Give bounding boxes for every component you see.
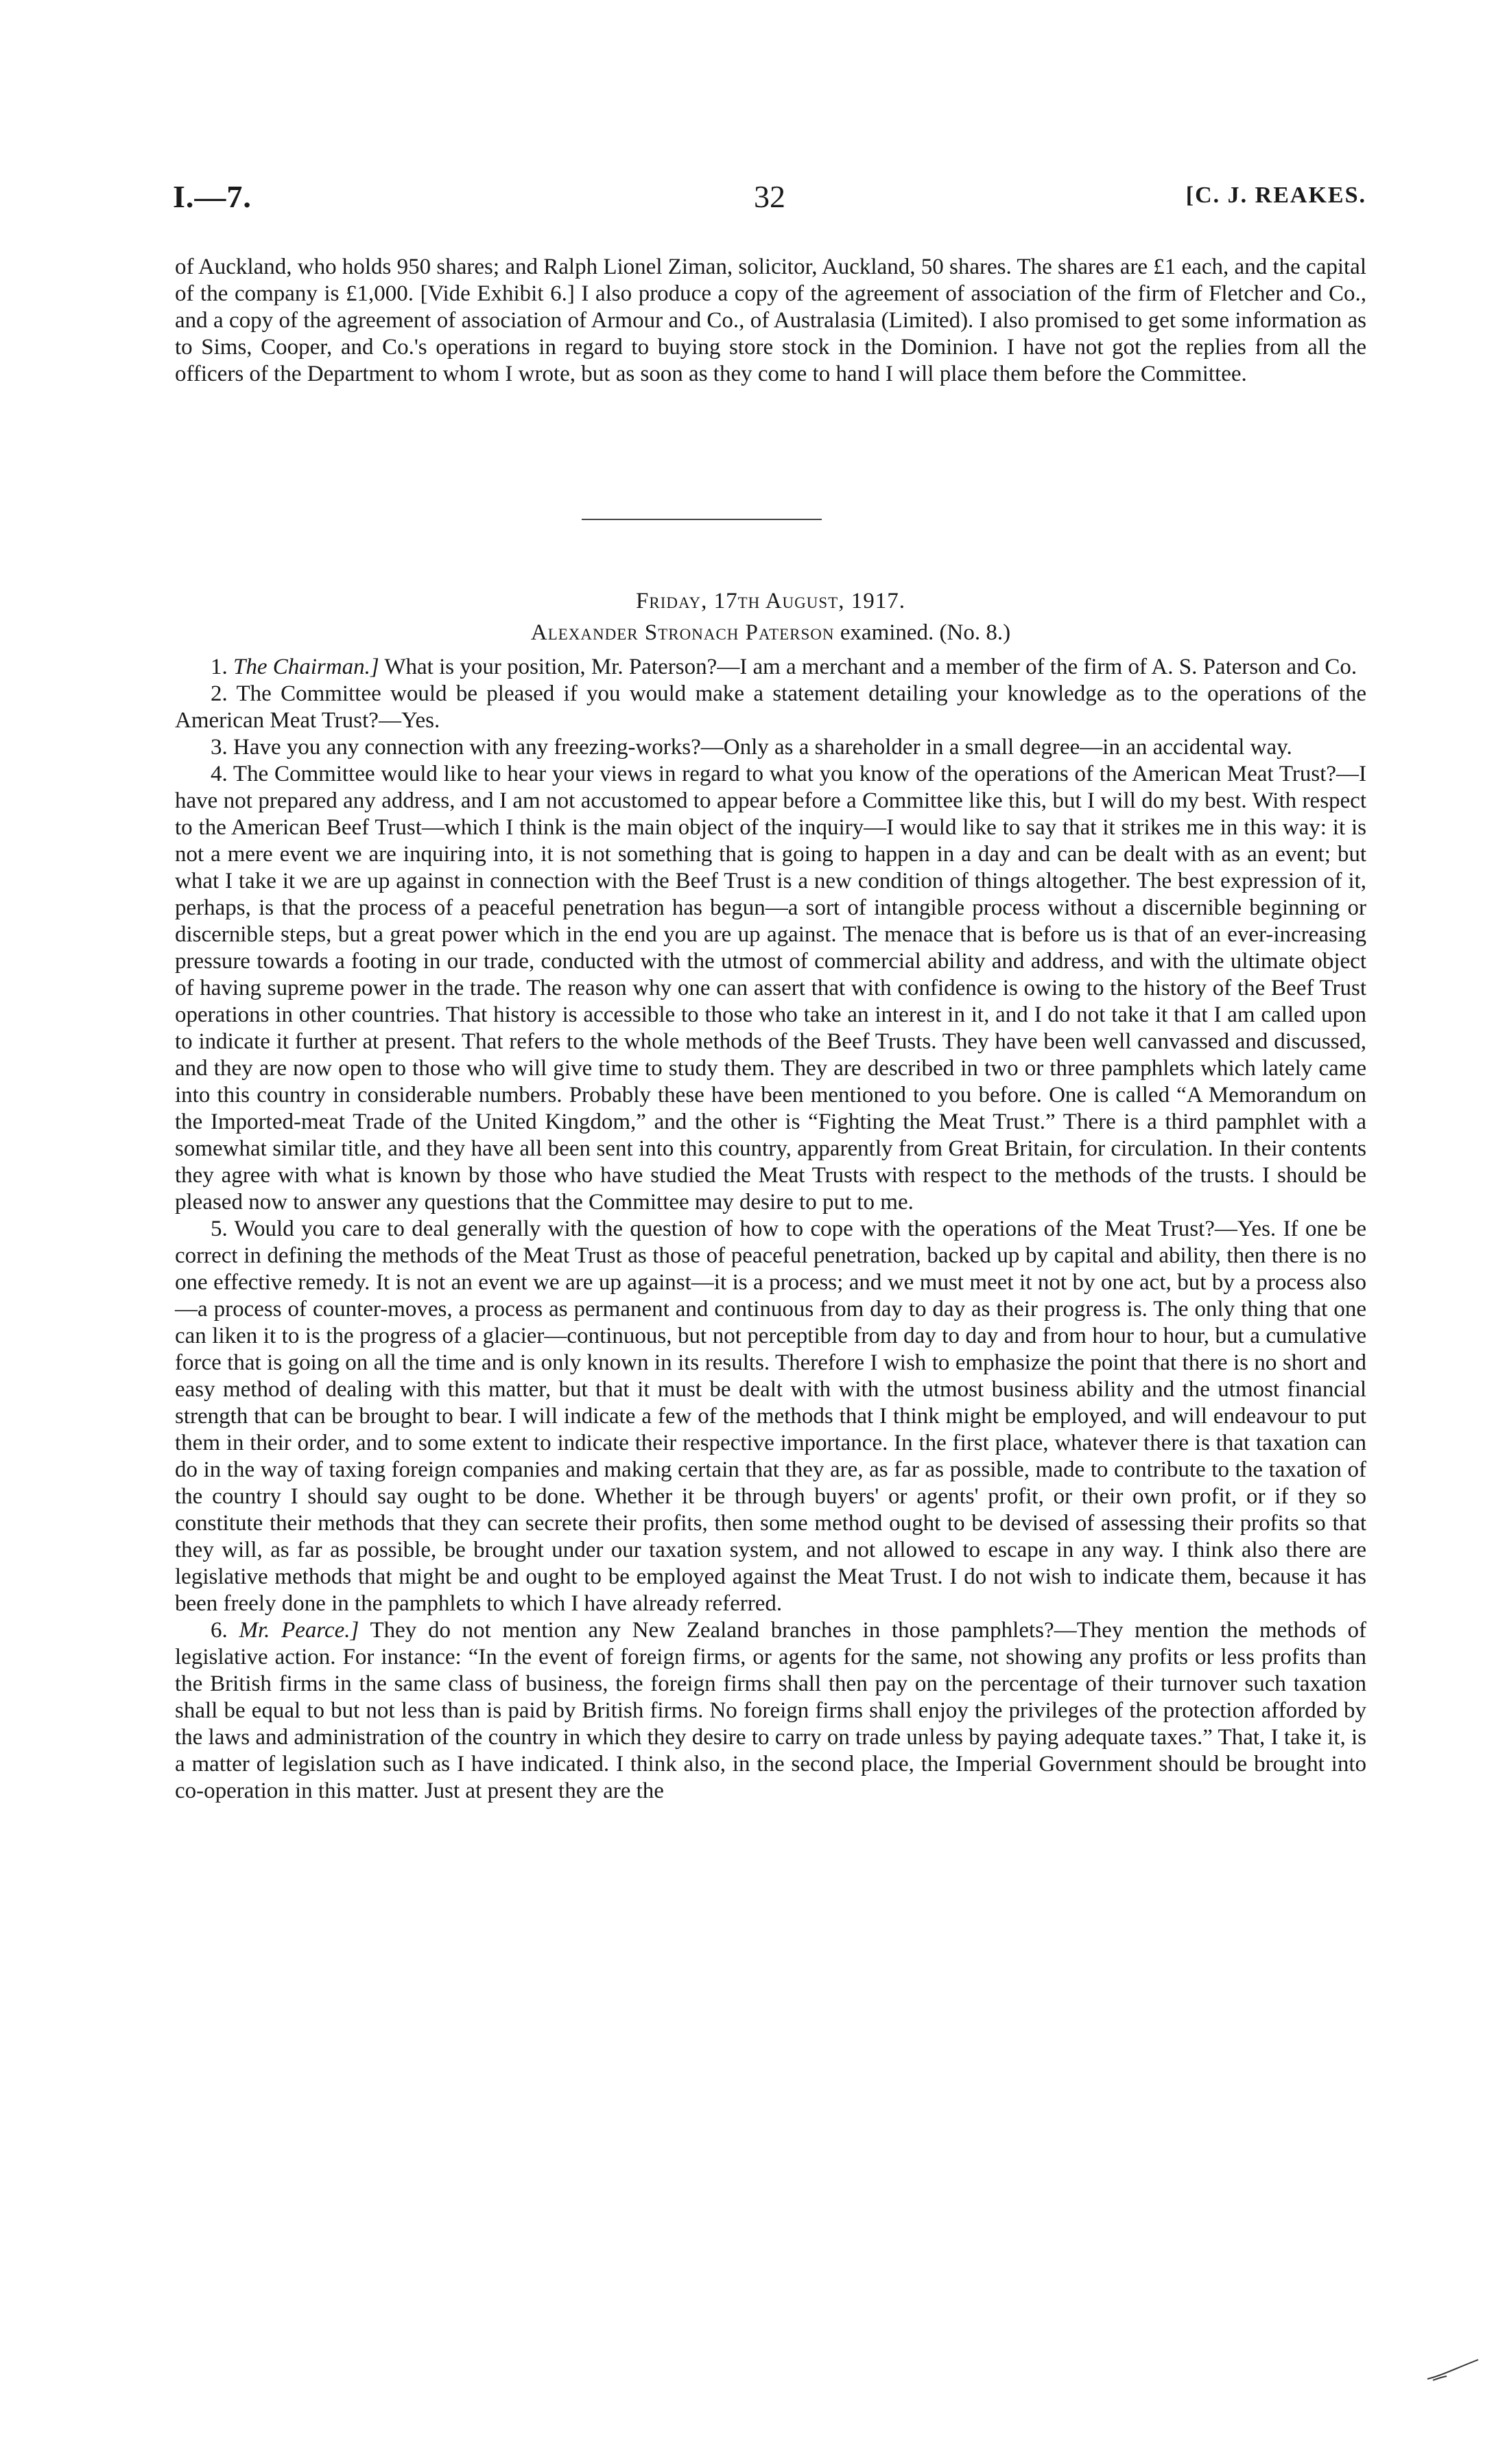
speaker-label: Mr. Pearce.]	[239, 1618, 359, 1643]
question-paragraph	[175, 761, 1366, 1216]
question-paragraph	[175, 1216, 1366, 1617]
pen-mark	[1426, 2356, 1481, 2383]
question-number: 6.	[211, 1618, 228, 1643]
intro-paragraph: of Auckland, who holds 950 shares; and Ralph Lionel Ziman, solicitor, Auckland, 50 shares. The shares are £1 each, and the capital of the company is £1,000. [Vide Exhibit 6.] I also produce a copy of the agreement of association of the firm of Fletcher and Co., and a copy of the agreement of association of Armour and Co., of Australasia (Limited). I also promised to get some information as to Sims, Cooper, and Co.'s operations in regard to buying store stock in the Dominion. I have not got the replies from all the officers of the Department to whom I wrote, but as soon as they come to hand I will place them before the Committee.	[175, 255, 1366, 386]
session-date: Friday, 17th August, 1917.	[636, 589, 905, 613]
question-paragraph	[175, 1617, 1366, 1805]
question-text: The Committee would be pleased if you would make a statement detailing your knowledge as to the operations of the American Meat Trust?—Yes.	[175, 681, 1367, 733]
question-text: The Committee would like to hear your views in regard to what you know of the operations of the American Meat Trust?—I have not prepared any address, and I am not accustomed to appear before a Committee like this, but I will do my best. With respect to the American Beef Trust—which I think is the main object of the inquiry—I would like to say that it strikes me in this way: it is not a mere event we are inquiring into, it is not something that is going to happen in a day and can be dealt with as an event; but what I take it we are up against in connection with the Beef Trust is a new condition of things altogether. The best expression of it, perhaps, is that the process of a peaceful penetration has begun—a sort of intangible process without a discernible beginning or discernible steps, but a great power which in the end you are up against. The menace that is before us is that of an ever-increasing pressure towards a footing in our trade, conducted with the utmost of commercial ability and address, and with the ultimate object of having supreme power in the trade. The reason why one can assert that with confidence is owing to the history of the Beef Trust operations in other countries. That history is accessible to those who take an interest in it, and I do not take it that I am called upon to indicate it further at present. That refers to the whole methods of the Beef Trusts. They have been well canvassed and discussed, and they are now open to those who will give time to study them. They are described in two or three pamphlets which lately came into this country in considerable numbers. Probably these have been mentioned to you before. One is called “A Memorandum on the Imported-meat Trade of the United Kingdom,” and the other is “Fighting the Meat Trust.” There is a third pamphlet with a somewhat similar title, and they have all been sent into this country, apparently from Great Britain, for circulation. In their contents they agree with what is known by those who have studied the Meat Trusts with respect to the methods of the trusts. I should be pleased now to answer any questions that the Committee may desire to put to me.	[175, 762, 1366, 1215]
question-number: 5.	[211, 1217, 228, 1241]
question-text: Have you any connection with any freezing-works?—Only as a shareholder in a small degree—in an accidental way.	[233, 735, 1292, 760]
testimony	[175, 654, 1366, 1805]
witness-heading	[175, 620, 1366, 646]
speaker-label: The Chairman.]	[233, 655, 379, 679]
question-text: What is your position, Mr. Paterson?—I am a merchant and a member of the firm of A. S. Paterson and Co.	[379, 655, 1357, 679]
examined-note: examined. (No. 8.)	[840, 620, 1011, 645]
intro-block	[175, 254, 1366, 388]
section-divider	[582, 519, 822, 520]
paper-reference: I.—7.	[173, 179, 252, 214]
witness-name: Alexander Stronach Paterson	[530, 620, 835, 645]
question-number: 3.	[211, 735, 228, 760]
question-number: 1.	[211, 655, 228, 679]
question-paragraph	[175, 734, 1366, 761]
question-text: They do not mention any New Zealand branches in those pamphlets?—They mention the methods of legislative action. For instance: “In the event of foreign firms, or agents for the same, not showing any profits or less profits than the British firms in the same class of business, the foreign firms shall then pay on the percentage of their turnover such taxation shall be equal to but not less than is paid by British firms. No foreign firms shall enjoy the privileges of the protection afforded by the laws and administration of the country in which they desire to carry on trade unless by paying adequate taxes.” That, I take it, is a matter of legislation such as I have indicated. I think also, in the second place, the Imperial Government should be brought into co-operation in this matter. Just at present they are the	[175, 1618, 1367, 1803]
question-paragraph	[175, 654, 1366, 681]
question-text: Would you care to deal generally with the question of how to cope with the operations of the Meat Trust?—Yes. If one be correct in defining the methods of the Meat Trust as those of peaceful penetration, backed up by capital and ability, then there is no one effective remedy. It is not an event we are up against—it is a process; and we must meet it not by one act, but by a process also—a process of counter-moves, a process as permanent and continuous from day to day as their progress is. The only thing that one can liken it to is the progress of a glacier—continuous, but not perceptible from day to day and from hour to hour, but a cumulative force that is going on all the time and is only known in its results. Therefore I wish to emphasize the point that there is no short and easy method of dealing with this matter, but that it must be dealt with with the utmost business ability and the utmost financial strength that can be brought to bear. I will indicate a few of the methods that I think might be employed, and will endeavour to put them in their order, and to some extent to indicate their respective importance. In the first place, whatever there is that taxation can do in the way of taxing foreign companies and making certain that they are, as far as possible, made to contribute to the taxation of the country I should say ought to be done. Whether it be through buyers' or agents' profit, or their own profit, or if they so constitute their methods that they can secrete their profits, then some method ought to be devised of assessing their profits so that they will, as far as possible, be brought under our taxation system, and not allowed to escape in any way. I think also there are legislative methods that might be and ought to be employed against the Meat Trust. I do not wish to indicate them, because it has been freely done in the pamphlets to which I have already referred.	[175, 1217, 1366, 1616]
running-witness-name: [C. J. REAKES.	[1185, 183, 1366, 208]
question-paragraph	[175, 681, 1366, 734]
question-number: 4.	[211, 762, 228, 786]
page-header	[173, 178, 1366, 220]
page-number: 32	[754, 179, 785, 214]
question-number: 2.	[211, 681, 228, 706]
